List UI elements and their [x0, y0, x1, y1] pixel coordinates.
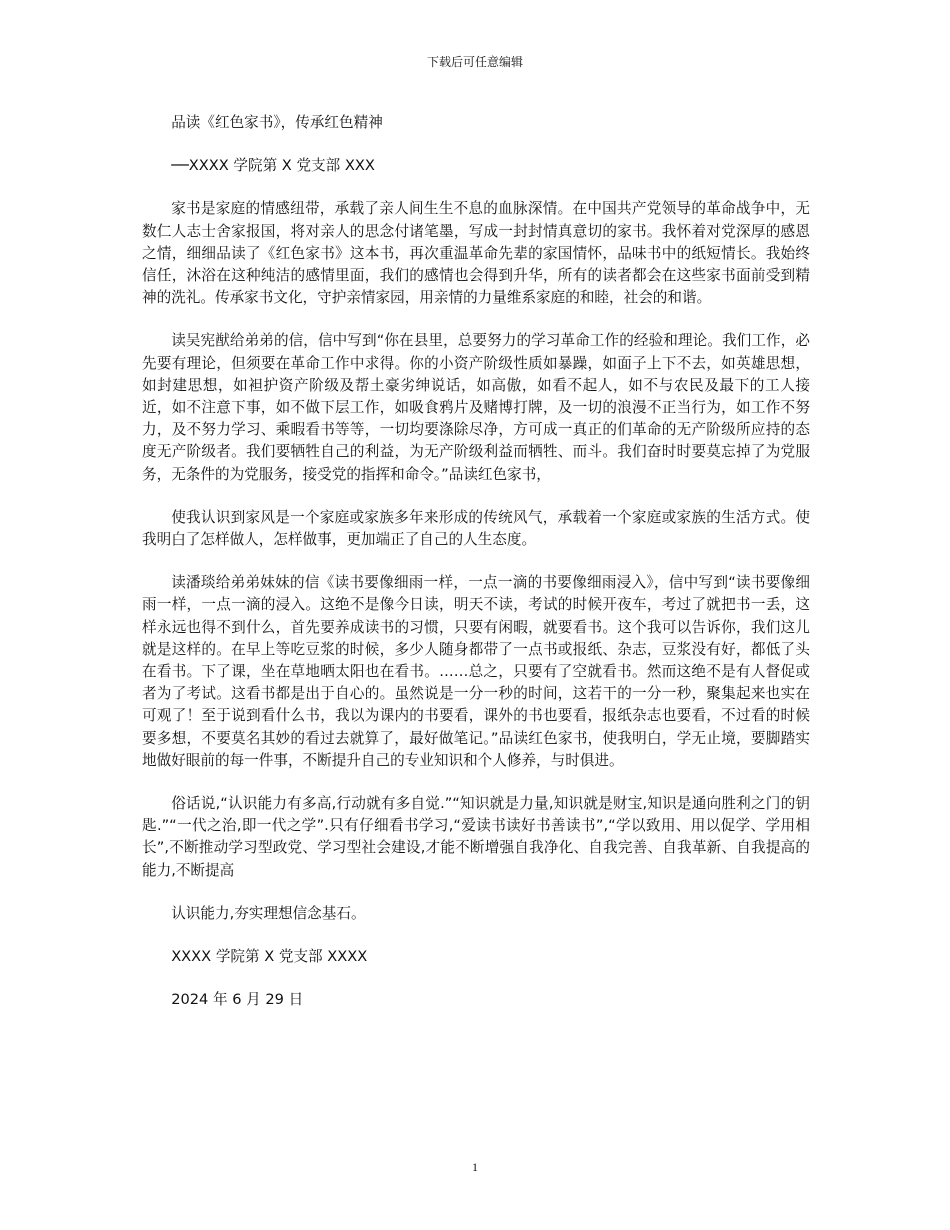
body-paragraph: 俗话说,“认识能力有多高,行动就有多自觉.”“知识就是力量,知识就是财宝,知识是通向胜利之门的钥匙.”“一代之治,即一代之学”.只有仔细看书学习,“爱读书读好书善读书”,“学以致用、用以促学、学用相长”,不断推动学习型政党、学习型社会建设,才能不断增强自我净化、自我完善、自我革新、自我提高的能力,不断提高	[142, 795, 810, 879]
document-body	[142, 112, 810, 1012]
signature: XXXX 学院第 X 党支部 XXXX	[171, 948, 368, 966]
body-paragraph: 读潘琰给弟弟妹妹的信《读书要像细雨一样，一点一滴的书要像细雨浸入》，信中写到“读书要像细雨一样，一点一滴的浸入。这绝不是像今日读，明天不读，考试的时候开夜车，考过了就把书一丢，这样永远也得不到什么，首先要养成读书的习惯，只要有闲暇，就要看书。这个我可以告诉你，我们这儿就是这样的。在早上等吃豆浆的时候，多少人随身都带了一点书或报纸、杂志，豆浆没有好，都低了头在看书。下了课，坐在草地晒太阳也在看书。……总之，只要有了空就看书。然而这绝不是有人督促或者为了考试。这看书都是出于自心的。虽然说是一分一秒的时间，这若干的一分一秒，聚集起来也实在可观了！至于说到看什么书，我以为课内的书要看，课外的书也要看，报纸杂志也要看，不过看的时候要多想，不要莫名其妙的看过去就算了，最好做笔记。”品读红色家书，使我明白，学无止境，要脚踏实地做好眼前的每一件事，不断提升自己的专业知识和个人修养，与时俱进。	[142, 574, 810, 769]
body-paragraph: 读吴宪猷给弟弟的信，信中写到“你在县里，总要努力的学习革命工作的经验和理论。我们工作，必先要有理论，但须要在革命工作中求得。你的小资产阶级性质如暴躁，如面子上下不去，如英雄思想，如封建思想，如袒护资产阶级及帮土豪劣绅说话，如高傲，如看不起人，如不与农民及最下的工人接近，如不注意下事，如不做下层工作，如吸食鸦片及赌博打牌，及一切的浪漫不正当行为，如工作不努力，及不努力学习、乘暇看书等等，一切均要涤除尽净，方可成一真正的们革命的无产阶级所应持的态度无产阶级者。我们要牺牲自己的利益，为无产阶级利益而牺牲、而斗。我们奋时时要莫忘掉了为党服务，无条件的为党服务，接受党的指挥和命令。”品读红色家书，	[142, 332, 810, 483]
document-date: 2024 年 6 月 29 日	[171, 991, 304, 1009]
continuation-line: 认识能力,夯实理想信念基石。	[171, 904, 366, 922]
page-number: 1	[472, 1160, 478, 1174]
page-header: 下载后可任意编辑	[426, 55, 523, 69]
body-paragraph: 使我认识到家风是一个家庭或家族多年来形成的传统风气，承载着一个家庭或家族的生活方式。使我明白了怎样做人，怎样做事，更加端正了自己的人生态度。	[142, 508, 810, 549]
author-line: ──XXXX 学院第 X 党支部 XXX	[171, 157, 375, 175]
body-paragraph: 家书是家庭的情感纽带，承载了亲人间生生不息的血脉深情。在中国共产党领导的革命战争中，无数仁人志士舍家报国，将对亲人的思念付诸笔墨，写成一封封情真意切的家书。我怀着对党深厚的感恩之情，细细品读了《红色家书》这本书，再次重温革命先辈的家国情怀，品味书中的纸短情长。我始终信任，沐浴在这种纯洁的感情里面，我们的感情也会得到升华，所有的读者都会在这些家书面前受到精神的洗礼。传承家书文化，守护亲情家园，用亲情的力量维系家庭的和睦，社会的和谐。	[142, 200, 810, 307]
document-title: 品读《红色家书》，传承红色精神	[171, 114, 383, 131]
